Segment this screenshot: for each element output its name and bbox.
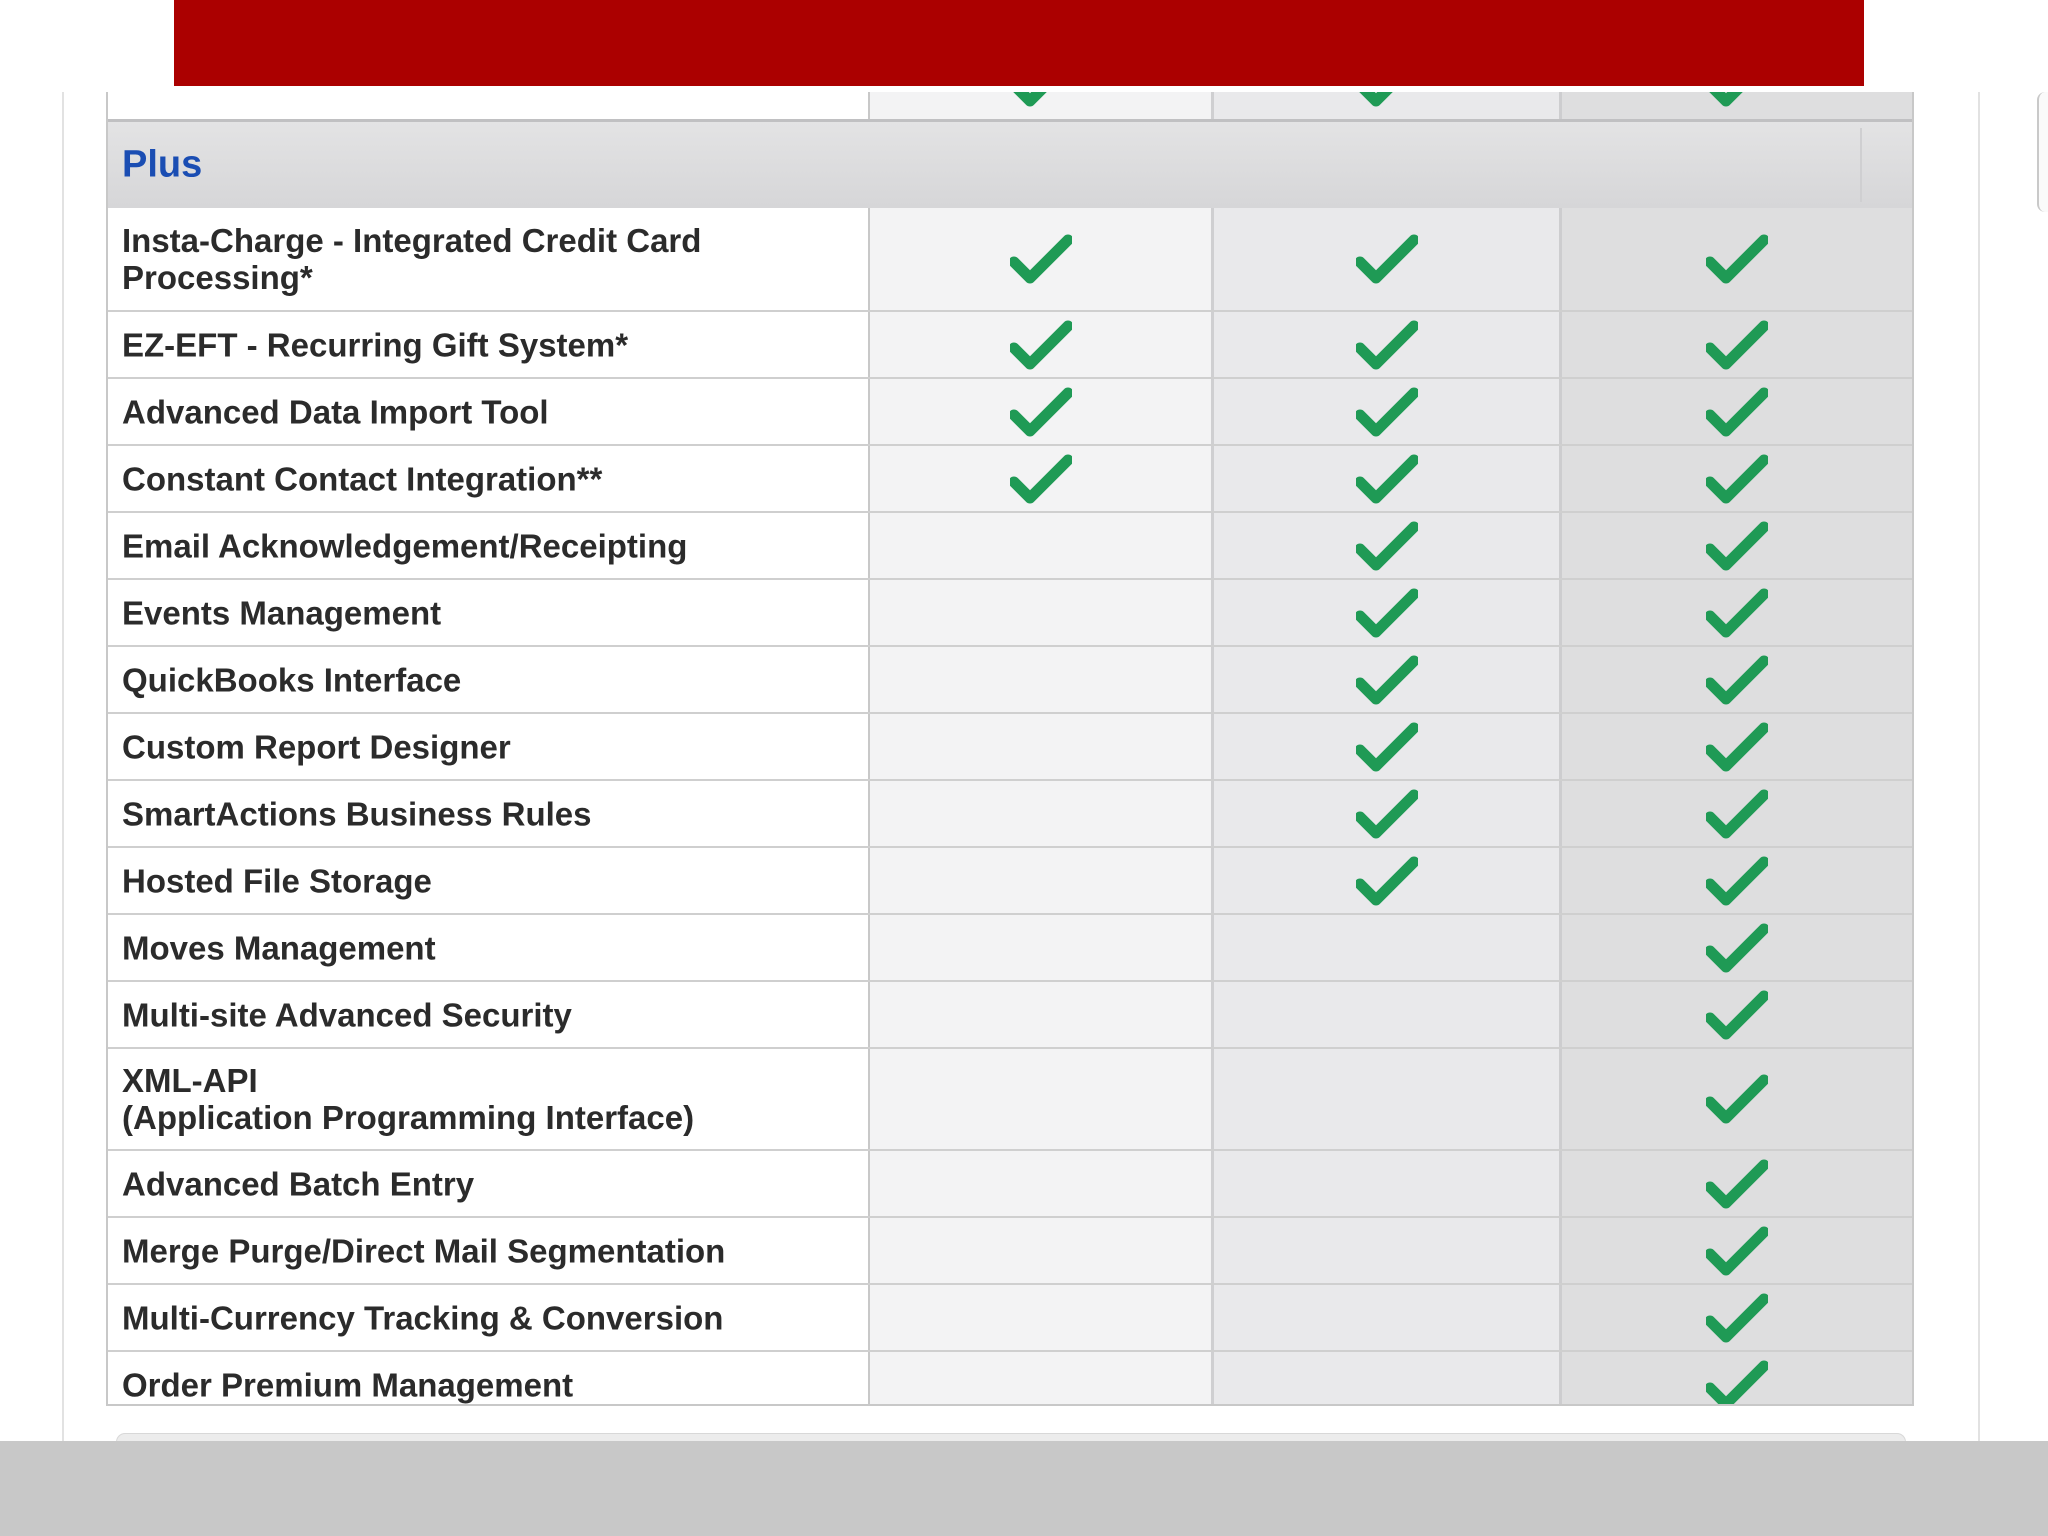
tier-3-cell	[1562, 1151, 1912, 1216]
tier-3-cell	[1562, 208, 1912, 310]
feature-label-cell	[108, 848, 870, 913]
tier-1-cell	[870, 1285, 1214, 1350]
tier-1-cell	[870, 312, 1214, 377]
page-right-border	[1978, 92, 1980, 1442]
tier-3-cell	[1562, 915, 1912, 980]
tier-1-cell	[870, 647, 1214, 712]
feature-label-cell	[108, 1151, 870, 1216]
scrollbar-edge[interactable]	[2037, 92, 2048, 212]
tier-3-cell	[1562, 580, 1912, 645]
tier-3-cell	[1562, 446, 1912, 511]
tier-3-cell	[1562, 513, 1912, 578]
feature-label-cell	[108, 92, 870, 119]
tier-2-cell	[1214, 446, 1562, 511]
tier-3-cell	[1562, 92, 1912, 119]
tier-1-cell	[870, 781, 1214, 846]
feature-label-cell	[108, 580, 870, 645]
table-row	[108, 982, 1912, 1049]
table-row	[108, 580, 1912, 647]
tier-3-cell	[1562, 781, 1912, 846]
check-icon	[1706, 923, 1768, 973]
check-icon	[1706, 990, 1768, 1040]
feature-label: Advanced Batch Entry	[122, 1165, 475, 1202]
check-icon	[1706, 320, 1768, 370]
check-icon	[1010, 234, 1072, 284]
check-icon	[1010, 454, 1072, 504]
table-row	[108, 1049, 1912, 1151]
feature-label-cell	[108, 781, 870, 846]
tier-1-cell	[870, 208, 1214, 310]
table-row	[108, 312, 1912, 379]
check-icon	[1356, 588, 1418, 638]
feature-label: Events Management	[122, 594, 442, 631]
check-icon	[1356, 454, 1418, 504]
check-icon	[1706, 234, 1768, 284]
check-icon	[1356, 234, 1418, 284]
check-icon	[1706, 521, 1768, 571]
tier-3-cell	[1562, 982, 1912, 1047]
tier-2-cell	[1214, 1352, 1562, 1406]
feature-label-cell	[108, 982, 870, 1047]
table-row	[108, 1285, 1912, 1352]
check-icon	[1356, 521, 1418, 571]
feature-label-cell	[108, 1285, 870, 1350]
check-icon	[1706, 655, 1768, 705]
check-icon	[1706, 454, 1768, 504]
check-icon	[1356, 655, 1418, 705]
table-row	[108, 647, 1912, 714]
check-icon	[1706, 1159, 1768, 1209]
check-icon	[1010, 320, 1072, 370]
tier-3-cell	[1562, 379, 1912, 444]
tier-1-cell	[870, 848, 1214, 913]
check-icon	[1706, 1226, 1768, 1276]
table-row	[108, 714, 1912, 781]
table-row	[108, 848, 1912, 915]
feature-label: Advanced Data Import Tool	[122, 393, 549, 430]
feature-label: XML-API (Application Programming Interface)	[122, 1062, 695, 1136]
tier-3-cell	[1562, 1352, 1912, 1406]
tier-1-cell	[870, 513, 1214, 578]
tier-3-cell	[1562, 1049, 1912, 1149]
tier-1-cell	[870, 580, 1214, 645]
tier-2-cell	[1214, 915, 1562, 980]
tier-1-cell	[870, 1352, 1214, 1406]
tier-1-cell	[870, 379, 1214, 444]
bottom-background	[0, 1441, 2048, 1536]
feature-label: QuickBooks Interface	[122, 661, 462, 698]
tier-2-cell	[1214, 1285, 1562, 1350]
feature-label-cell	[108, 513, 870, 578]
section-title: Plus	[122, 143, 203, 186]
table-row	[108, 1352, 1912, 1406]
tier-1-cell	[870, 446, 1214, 511]
feature-comparison-table	[106, 92, 1914, 1406]
feature-label: Moves Management	[122, 929, 436, 966]
feature-label: Hosted File Storage	[122, 862, 432, 899]
tier-2-cell	[1214, 379, 1562, 444]
check-icon	[1706, 1074, 1768, 1124]
table-row	[108, 513, 1912, 580]
check-icon	[1356, 92, 1418, 107]
check-icon	[1356, 856, 1418, 906]
feature-label-cell	[108, 915, 870, 980]
tier-3-cell	[1562, 1218, 1912, 1283]
feature-label-cell	[108, 446, 870, 511]
feature-label: Constant Contact Integration**	[122, 460, 603, 497]
feature-label-cell	[108, 1352, 870, 1406]
feature-label: Order Premium Management	[122, 1366, 574, 1403]
tier-2-cell	[1214, 208, 1562, 310]
tier-1-cell	[870, 1151, 1214, 1216]
check-icon	[1010, 387, 1072, 437]
tier-2-cell	[1214, 647, 1562, 712]
check-icon	[1706, 1293, 1768, 1343]
tier-2-cell	[1214, 580, 1562, 645]
tier-2-cell	[1214, 1049, 1562, 1149]
check-icon	[1706, 789, 1768, 839]
check-icon	[1706, 387, 1768, 437]
top-banner	[174, 0, 1864, 86]
check-icon	[1010, 92, 1072, 107]
check-icon	[1706, 588, 1768, 638]
section-divider	[1860, 128, 1862, 202]
tier-2-cell	[1214, 982, 1562, 1047]
check-icon	[1706, 856, 1768, 906]
tier-2-cell	[1214, 513, 1562, 578]
feature-label: Email Acknowledgement/Receipting	[122, 527, 688, 564]
table-row	[108, 379, 1912, 446]
table-row	[108, 781, 1912, 848]
feature-label-cell	[108, 379, 870, 444]
tier-1-cell	[870, 982, 1214, 1047]
tier-1-cell	[870, 92, 1214, 119]
check-icon	[1706, 1360, 1768, 1407]
table-row	[108, 1151, 1912, 1218]
tier-1-cell	[870, 1218, 1214, 1283]
tier-2-cell	[1214, 781, 1562, 846]
feature-label: Insta-Charge - Integrated Credit Card Processing*	[122, 222, 702, 296]
tier-1-cell	[870, 915, 1214, 980]
tier-2-cell	[1214, 92, 1562, 119]
tier-1-cell	[870, 1049, 1214, 1149]
feature-label-cell	[108, 208, 870, 310]
tier-3-cell	[1562, 848, 1912, 913]
table-row	[108, 446, 1912, 513]
table-row	[108, 208, 1912, 312]
feature-label-cell	[108, 312, 870, 377]
check-icon	[1706, 92, 1768, 107]
tier-2-cell	[1214, 1151, 1562, 1216]
table-row	[108, 915, 1912, 982]
feature-label-cell	[108, 1049, 870, 1149]
tier-2-cell	[1214, 848, 1562, 913]
check-icon	[1356, 722, 1418, 772]
tier-2-cell	[1214, 1218, 1562, 1283]
section-header-row	[108, 122, 1912, 208]
tier-3-cell	[1562, 312, 1912, 377]
page-left-border	[62, 92, 64, 1442]
feature-label-cell	[108, 1218, 870, 1283]
feature-label: Multi-site Advanced Security	[122, 996, 572, 1033]
feature-label: Multi-Currency Tracking & Conversion	[122, 1299, 724, 1336]
tier-3-cell	[1562, 647, 1912, 712]
tier-3-cell	[1562, 714, 1912, 779]
tier-2-cell	[1214, 312, 1562, 377]
check-icon	[1356, 789, 1418, 839]
feature-label-cell	[108, 647, 870, 712]
feature-label: EZ-EFT - Recurring Gift System*	[122, 326, 629, 363]
tier-3-cell	[1562, 1285, 1912, 1350]
check-icon	[1356, 320, 1418, 370]
check-icon	[1706, 722, 1768, 772]
feature-label: SmartActions Business Rules	[122, 795, 592, 832]
feature-label-cell	[108, 714, 870, 779]
tier-1-cell	[870, 714, 1214, 779]
check-icon	[1356, 387, 1418, 437]
tier-2-cell	[1214, 714, 1562, 779]
feature-label: Custom Report Designer	[122, 728, 511, 765]
table-row-partial	[108, 92, 1912, 122]
table-row	[108, 1218, 1912, 1285]
feature-label: Merge Purge/Direct Mail Segmentation	[122, 1232, 726, 1269]
